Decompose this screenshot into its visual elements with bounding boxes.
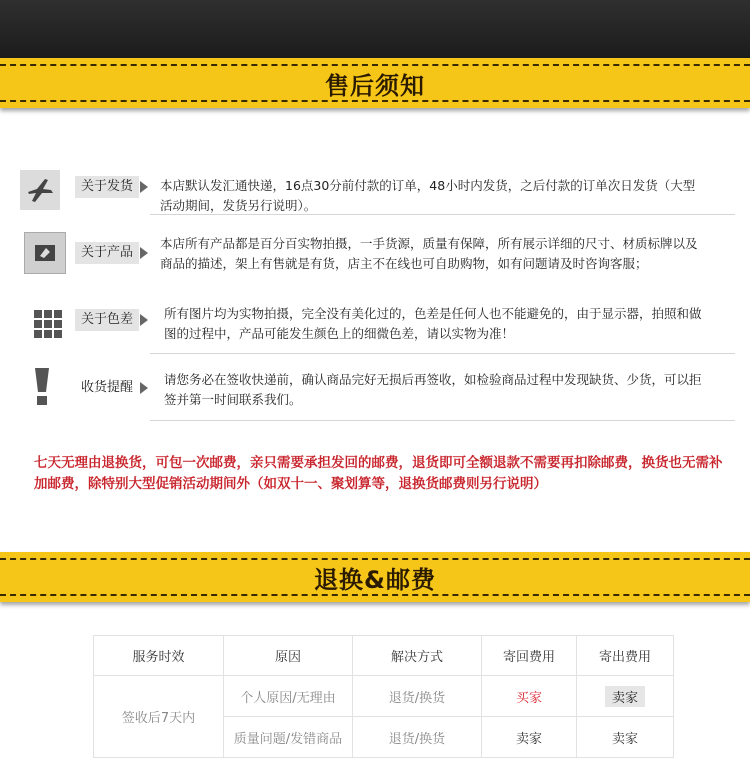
- table-cell: 退货/换货: [353, 676, 482, 717]
- policy-row-receipt: [20, 366, 735, 422]
- table-cell: [577, 676, 674, 717]
- policy-row-color: [20, 300, 735, 356]
- divider: [150, 420, 735, 421]
- product-tag-icon: [24, 232, 66, 274]
- table-header-row: [94, 636, 674, 676]
- policy-text: 本店所有产品都是百分百实物拍摄，一手货源，质量有保障，所有展示详细的尺寸、材质标牌以及商品的描述，架上有售就是有货，店主不在线也可自助购物，如有问题请及时咨询客服；: [160, 236, 698, 271]
- returns-fee-table: [93, 635, 674, 758]
- return-policy-notice: 七天无理由退换货，可包一次邮费，亲只需要承担发回的邮费，退货即可全额退款不需要再扣除邮费，换货也无需补加邮费，除特别大型促销活动期间外（如双十一、聚划算等，退换货邮费则另行说明）: [34, 455, 723, 492]
- policy-label: 关于产品: [75, 242, 139, 264]
- table-header: 服务时效: [94, 636, 224, 676]
- table-cell: 质量问题/发错商品: [224, 717, 353, 758]
- policy-label: 关于发货: [75, 176, 139, 198]
- arrow-right-icon: [140, 314, 148, 326]
- table-header: 原因: [224, 636, 353, 676]
- table-cell: 退货/换货: [353, 717, 482, 758]
- policy-row-shipping: [20, 168, 735, 218]
- section-banner-aftersale: [0, 58, 750, 108]
- policy-text: 请您务必在签收快递前，确认商品完好无损后再签收，如检验商品过程中发现缺货、少货，可以拒签并第一时间联系我们。: [164, 372, 702, 407]
- table-header: 解决方式: [353, 636, 482, 676]
- policy-label: 关于色差: [75, 309, 139, 331]
- divider: [150, 214, 735, 215]
- policy-label: 收货提醒: [81, 380, 134, 395]
- divider: [150, 353, 735, 354]
- top-dark-bar: [0, 0, 750, 58]
- grid-icon: [28, 304, 68, 344]
- exclamation-icon: [22, 366, 62, 406]
- table-cell: 个人原因/无理由: [224, 676, 353, 717]
- table-header: 寄出费用: [577, 636, 674, 676]
- table-header: 寄回费用: [482, 636, 577, 676]
- policy-text: 本店默认发汇通快递，16点30分前付款的订单，48小时内发货，之后付款的订单次日发货（大型活动期间，发货另行说明）。: [160, 178, 696, 213]
- table-row: [94, 676, 674, 717]
- table-cell: 卖家: [482, 717, 577, 758]
- table-cell: 买家: [482, 676, 577, 717]
- table-cell: 卖家: [577, 717, 674, 758]
- section-banner-returns: [0, 552, 750, 602]
- arrow-right-icon: [140, 382, 148, 394]
- section-title: 退换&邮费: [314, 565, 436, 594]
- section-title: 售后须知: [325, 71, 425, 100]
- policy-text: 所有图片均为实物拍摄，完全没有美化过的，色差是任何人也不能避免的，由于显示器，拍照和做图的过程中，产品可能发生颜色上的细微色差，请以实物为准！: [164, 306, 702, 341]
- airplane-icon: [20, 170, 60, 210]
- arrow-right-icon: [140, 247, 148, 259]
- seller-badge: 卖家: [605, 686, 645, 707]
- policy-row-product: [20, 230, 735, 282]
- arrow-right-icon: [140, 181, 148, 193]
- table-cell-period: 签收后7天内: [94, 676, 224, 758]
